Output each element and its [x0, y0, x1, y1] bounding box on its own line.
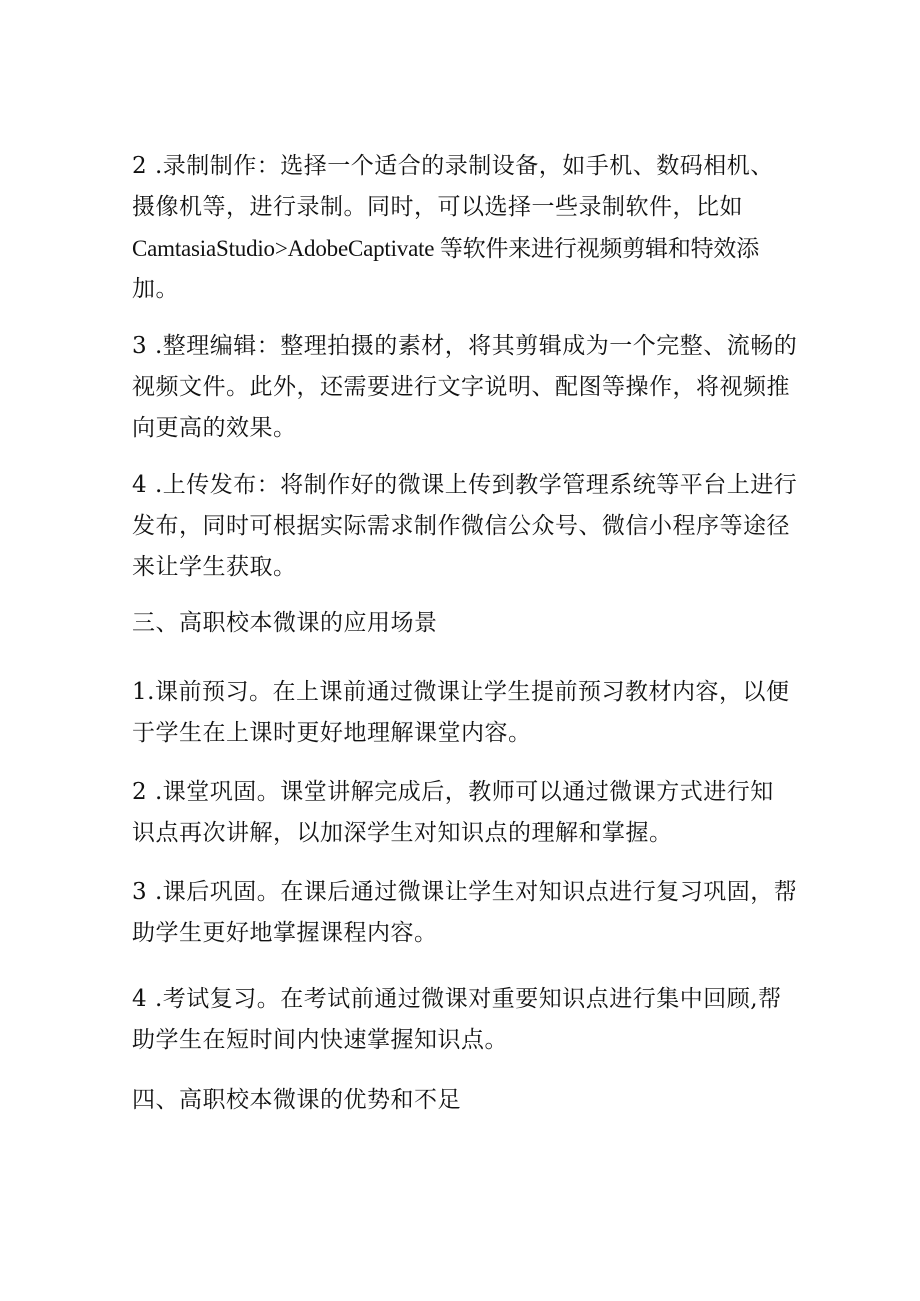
- text-line: 摄像机等，进行录制。同时，可以选择一些录制软件，比如: [132, 194, 743, 220]
- text-line: 于学生在上课时更好地理解课堂内容。: [132, 720, 532, 746]
- text-line: 4 .考试复习。在考试前通过微课对重要知识点进行集中回顾,帮: [132, 986, 782, 1012]
- paragraph-publishing: [132, 465, 798, 588]
- text-line: 助学生更好地掌握课程内容。: [132, 920, 438, 946]
- text-line: 1.课前预习。在上课前通过微课让学生提前预习教材内容，以便: [132, 679, 790, 705]
- text-line: 2 .课堂巩固。课堂讲解完成后，教师可以通过微课方式进行知: [132, 779, 774, 805]
- paragraph-editing: [132, 326, 798, 449]
- text-line: 向更高的效果。: [132, 415, 297, 441]
- paragraph-preview: [132, 672, 792, 754]
- paragraph-classroom-consolidation: [132, 772, 792, 854]
- text-line: 视频文件。此外，还需要进行文字说明、配图等操作，将视频推: [132, 374, 790, 400]
- text-line: 4 .上传发布：将制作好的微课上传到教学管理系统等平台上进行: [132, 472, 798, 498]
- text-line: 发布，同时可根据实际需求制作微信公众号、微信小程序等途径: [132, 513, 790, 539]
- text-line: 3 .课后巩固。在课后通过微课让学生对知识点进行复习巩固，帮: [132, 879, 798, 905]
- text-line: 助学生在短时间内快速掌握知识点。: [132, 1027, 508, 1053]
- text-line: 2 .录制制作：选择一个适合的录制设备，如手机、数码相机、: [132, 153, 774, 179]
- text-line: 加。: [132, 276, 179, 302]
- paragraph-exam-review: [132, 979, 792, 1061]
- text-line: 3 .整理编辑：整理拍摄的素材，将其剪辑成为一个完整、流畅的: [132, 333, 798, 359]
- paragraph-after-class: [132, 872, 798, 954]
- paragraph-recording: [132, 146, 792, 310]
- text-line: CamtasiaStudio>AdobeCaptivate 等软件来进行视频剪辑和特效添: [132, 236, 760, 261]
- text-line: 三、高职校本微课的应用场景: [132, 610, 438, 636]
- text-line: 四、高职校本微课的优势和不足: [132, 1087, 461, 1113]
- text-line: 来让学生获取。: [132, 554, 297, 580]
- section-heading-pros-cons: [132, 1080, 792, 1121]
- text-line: 识点再次讲解，以加深学生对知识点的理解和掌握。: [132, 820, 673, 846]
- section-heading-applications: [132, 603, 792, 644]
